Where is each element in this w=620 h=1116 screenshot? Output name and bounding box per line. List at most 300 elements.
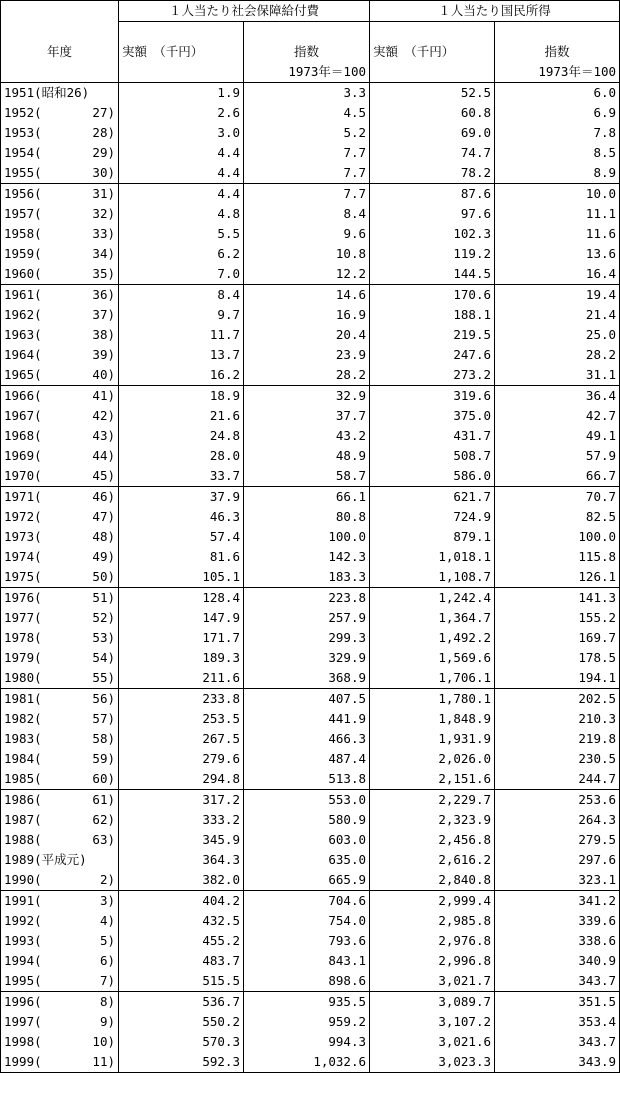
era-label: 56) (92, 691, 115, 706)
social-benefit-actual-cell: 550.2 (119, 1012, 244, 1032)
national-income-actual-cell: 879.1 (370, 527, 495, 547)
table-row (1, 668, 620, 689)
national-income-actual-cell: 1,569.6 (370, 648, 495, 668)
table-row (1, 547, 620, 567)
table-row (1, 709, 620, 729)
year-cell (1, 285, 119, 306)
social-benefit-index-cell: 28.2 (244, 365, 370, 386)
table-row (1, 345, 620, 365)
social-benefit-index-cell: 58.7 (244, 466, 370, 487)
era-label: 60) (92, 771, 115, 786)
social-benefit-index-cell: 3.3 (244, 83, 370, 104)
national-income-index-cell: 100.0 (495, 527, 620, 547)
social-benefit-actual-cell: 211.6 (119, 668, 244, 689)
national-income-actual-cell: 3,023.3 (370, 1052, 495, 1073)
social-benefit-index-cell: 935.5 (244, 992, 370, 1013)
year-label: 1987( (4, 812, 42, 827)
social-benefit-actual-cell: 267.5 (119, 729, 244, 749)
national-income-index-cell: 338.6 (495, 931, 620, 951)
social-benefit-actual-cell: 2.6 (119, 103, 244, 123)
social-benefit-actual-cell: 333.2 (119, 810, 244, 830)
national-income-actual-cell: 431.7 (370, 426, 495, 446)
social-benefit-actual-cell: 33.7 (119, 466, 244, 487)
year-label: 1972( (4, 509, 42, 524)
national-income-actual-cell: 1,848.9 (370, 709, 495, 729)
national-income-actual-cell: 119.2 (370, 244, 495, 264)
social-benefit-index-cell: 754.0 (244, 911, 370, 931)
national-income-index-cell: 16.4 (495, 264, 620, 285)
national-income-index-cell: 36.4 (495, 386, 620, 407)
year-cell (1, 224, 119, 244)
header-social-index: 指数 (244, 42, 370, 62)
social-benefit-actual-cell: 7.0 (119, 264, 244, 285)
era-label: 4) (99, 913, 115, 928)
year-label: 1973( (4, 529, 42, 544)
table-row (1, 325, 620, 345)
year-label: 1979( (4, 650, 42, 665)
year-cell (1, 103, 119, 123)
table-row (1, 648, 620, 668)
national-income-index-cell: 343.7 (495, 971, 620, 992)
year-label: 1965( (4, 367, 42, 382)
era-label: 46) (92, 489, 115, 504)
era-label: 2) (99, 872, 115, 887)
social-benefit-index-cell: 7.7 (244, 163, 370, 184)
social-benefit-index-cell: 66.1 (244, 487, 370, 508)
national-income-actual-cell: 2,456.8 (370, 830, 495, 850)
table-row (1, 1052, 620, 1073)
year-cell (1, 487, 119, 508)
era-label: 9) (99, 1014, 115, 1029)
year-cell (1, 749, 119, 769)
header-row-groups (1, 1, 620, 22)
header-spacer-cell (1, 22, 119, 43)
national-income-actual-cell: 3,107.2 (370, 1012, 495, 1032)
national-income-actual-cell: 1,364.7 (370, 608, 495, 628)
table-row (1, 891, 620, 912)
era-label: 29) (92, 145, 115, 160)
social-benefit-index-cell: 80.8 (244, 507, 370, 527)
year-label: 1990( (4, 872, 42, 887)
year-cell (1, 830, 119, 850)
header-spacer-cell (119, 62, 244, 83)
year-label: 1999( (4, 1054, 42, 1069)
social-benefit-index-cell: 994.3 (244, 1032, 370, 1052)
year-cell (1, 507, 119, 527)
national-income-index-cell: 210.3 (495, 709, 620, 729)
era-label: 55) (92, 670, 115, 685)
national-income-actual-cell: 1,492.2 (370, 628, 495, 648)
social-benefit-actual-cell: 5.5 (119, 224, 244, 244)
year-label: 1996( (4, 994, 42, 1009)
year-cell (1, 648, 119, 668)
era-label: 51) (92, 590, 115, 605)
era-label: 58) (92, 731, 115, 746)
social-benefit-actual-cell: 515.5 (119, 971, 244, 992)
year-label: 1959( (4, 246, 42, 261)
era-label: 42) (92, 408, 115, 423)
header-row-spacer (1, 22, 620, 43)
year-label: 1960( (4, 266, 42, 281)
national-income-actual-cell: 60.8 (370, 103, 495, 123)
era-label: 35) (92, 266, 115, 281)
year-cell (1, 870, 119, 891)
national-income-actual-cell: 2,840.8 (370, 870, 495, 891)
social-benefit-index-cell: 32.9 (244, 386, 370, 407)
table-row (1, 911, 620, 931)
header-income-index-base: 1973年＝100 (495, 62, 620, 83)
table-row (1, 769, 620, 790)
social-benefit-index-cell: 7.7 (244, 184, 370, 205)
social-benefit-actual-cell: 11.7 (119, 325, 244, 345)
year-label: 1981( (4, 691, 42, 706)
year-cell (1, 1032, 119, 1052)
national-income-actual-cell: 621.7 (370, 487, 495, 508)
national-income-actual-cell: 2,999.4 (370, 891, 495, 912)
era-label: 31) (92, 186, 115, 201)
year-cell (1, 850, 119, 870)
year-cell (1, 729, 119, 749)
era-label: 59) (92, 751, 115, 766)
year-cell (1, 83, 119, 104)
social-benefit-actual-cell: 404.2 (119, 891, 244, 912)
table-row (1, 810, 620, 830)
table-row (1, 143, 620, 163)
national-income-actual-cell: 3,021.6 (370, 1032, 495, 1052)
year-cell (1, 668, 119, 689)
year-cell (1, 527, 119, 547)
table-row (1, 507, 620, 527)
year-cell (1, 446, 119, 466)
header-spacer-cell (495, 22, 620, 43)
year-cell (1, 790, 119, 811)
era-label: 44) (92, 448, 115, 463)
table-row (1, 184, 620, 205)
social-benefit-index-cell: 843.1 (244, 951, 370, 971)
table-row (1, 83, 620, 104)
year-cell (1, 931, 119, 951)
year-label: 1969( (4, 448, 42, 463)
national-income-index-cell: 219.8 (495, 729, 620, 749)
year-cell (1, 951, 119, 971)
national-income-actual-cell: 219.5 (370, 325, 495, 345)
social-benefit-index-cell: 407.5 (244, 689, 370, 710)
year-cell (1, 689, 119, 710)
header-blank-cell (1, 1, 119, 22)
social-benefit-actual-cell: 294.8 (119, 769, 244, 790)
national-income-index-cell: 169.7 (495, 628, 620, 648)
national-income-actual-cell: 1,780.1 (370, 689, 495, 710)
social-benefit-index-cell: 793.6 (244, 931, 370, 951)
social-benefit-index-cell: 37.7 (244, 406, 370, 426)
table-row (1, 365, 620, 386)
header-income-index: 指数 (495, 42, 620, 62)
header-row-base (1, 62, 620, 83)
national-income-index-cell: 11.1 (495, 204, 620, 224)
table-row (1, 264, 620, 285)
national-income-index-cell: 202.5 (495, 689, 620, 710)
social-benefit-actual-cell: 455.2 (119, 931, 244, 951)
year-label: 1992( (4, 913, 42, 928)
year-cell (1, 891, 119, 912)
table-row (1, 971, 620, 992)
national-income-actual-cell: 78.2 (370, 163, 495, 184)
table-row (1, 830, 620, 850)
national-income-index-cell: 126.1 (495, 567, 620, 588)
national-income-index-cell: 353.4 (495, 1012, 620, 1032)
social-benefit-actual-cell: 1.9 (119, 83, 244, 104)
year-label: 1974( (4, 549, 42, 564)
year-cell (1, 305, 119, 325)
table-row (1, 406, 620, 426)
year-label: 1998( (4, 1034, 42, 1049)
social-benefit-actual-cell: 24.8 (119, 426, 244, 446)
year-cell (1, 588, 119, 609)
social-benefit-actual-cell: 483.7 (119, 951, 244, 971)
national-income-actual-cell: 2,996.8 (370, 951, 495, 971)
social-benefit-index-cell: 223.8 (244, 588, 370, 609)
header-spacer-cell (119, 22, 244, 43)
table-row (1, 285, 620, 306)
year-cell (1, 709, 119, 729)
header-social-index-base: 1973年＝100 (244, 62, 370, 83)
table-row (1, 850, 620, 870)
table-row (1, 103, 620, 123)
year-cell (1, 163, 119, 184)
table-row (1, 729, 620, 749)
table-row (1, 1012, 620, 1032)
social-benefit-index-cell: 441.9 (244, 709, 370, 729)
social-benefit-index-cell: 603.0 (244, 830, 370, 850)
social-benefit-actual-cell: 189.3 (119, 648, 244, 668)
national-income-index-cell: 141.3 (495, 588, 620, 609)
table-row (1, 224, 620, 244)
social-benefit-actual-cell: 6.2 (119, 244, 244, 264)
national-income-actual-cell: 1,018.1 (370, 547, 495, 567)
year-cell (1, 547, 119, 567)
social-benefit-index-cell: 1,032.6 (244, 1052, 370, 1073)
year-label: 1951(昭和26) (4, 85, 90, 100)
year-label: 1957( (4, 206, 42, 221)
social-benefit-index-cell: 959.2 (244, 1012, 370, 1032)
national-income-index-cell: 340.9 (495, 951, 620, 971)
table-row (1, 870, 620, 891)
era-label: 50) (92, 569, 115, 584)
national-income-actual-cell: 1,706.1 (370, 668, 495, 689)
era-label: 7) (99, 973, 115, 988)
national-income-actual-cell: 102.3 (370, 224, 495, 244)
year-label: 1970( (4, 468, 42, 483)
era-label: 49) (92, 549, 115, 564)
national-income-actual-cell: 586.0 (370, 466, 495, 487)
era-label: 40) (92, 367, 115, 382)
social-benefit-actual-cell: 4.8 (119, 204, 244, 224)
national-income-index-cell: 13.6 (495, 244, 620, 264)
national-income-index-cell: 66.7 (495, 466, 620, 487)
social-benefit-index-cell: 299.3 (244, 628, 370, 648)
year-label: 1986( (4, 792, 42, 807)
social-benefit-actual-cell: 253.5 (119, 709, 244, 729)
national-income-actual-cell: 375.0 (370, 406, 495, 426)
table-row (1, 466, 620, 487)
header-national-income: １人当たり国民所得 (370, 1, 620, 22)
year-label: 1968( (4, 428, 42, 443)
year-cell (1, 244, 119, 264)
year-cell (1, 769, 119, 790)
national-income-actual-cell: 2,026.0 (370, 749, 495, 769)
national-income-actual-cell: 508.7 (370, 446, 495, 466)
year-label: 1995( (4, 973, 42, 988)
social-benefit-index-cell: 4.5 (244, 103, 370, 123)
social-benefit-actual-cell: 345.9 (119, 830, 244, 850)
national-income-actual-cell: 2,323.9 (370, 810, 495, 830)
table-row (1, 426, 620, 446)
year-label: 1955( (4, 165, 42, 180)
social-benefit-actual-cell: 46.3 (119, 507, 244, 527)
social-benefit-actual-cell: 536.7 (119, 992, 244, 1013)
national-income-index-cell: 25.0 (495, 325, 620, 345)
social-benefit-actual-cell: 8.4 (119, 285, 244, 306)
year-label: 1963( (4, 327, 42, 342)
national-income-actual-cell: 188.1 (370, 305, 495, 325)
social-benefit-actual-cell: 81.6 (119, 547, 244, 567)
social-benefit-actual-cell: 16.2 (119, 365, 244, 386)
era-label: 5) (99, 933, 115, 948)
year-label: 1988( (4, 832, 42, 847)
era-label: 38) (92, 327, 115, 342)
social-benefit-actual-cell: 18.9 (119, 386, 244, 407)
national-income-index-cell: 28.2 (495, 345, 620, 365)
national-income-actual-cell: 724.9 (370, 507, 495, 527)
year-cell (1, 184, 119, 205)
social-benefit-actual-cell: 4.4 (119, 184, 244, 205)
header-spacer-cell (370, 62, 495, 83)
national-income-actual-cell: 1,108.7 (370, 567, 495, 588)
social-benefit-index-cell: 48.9 (244, 446, 370, 466)
header-social-security-benefits: １人当たり社会保障給付費 (119, 1, 370, 22)
year-label: 1994( (4, 953, 42, 968)
national-income-actual-cell: 52.5 (370, 83, 495, 104)
social-benefit-actual-cell: 105.1 (119, 567, 244, 588)
table-row (1, 608, 620, 628)
social-benefit-index-cell: 20.4 (244, 325, 370, 345)
national-income-actual-cell: 87.6 (370, 184, 495, 205)
era-label: 41) (92, 388, 115, 403)
era-label: 47) (92, 509, 115, 524)
national-income-actual-cell: 1,242.4 (370, 588, 495, 609)
era-label: 36) (92, 287, 115, 302)
national-income-index-cell: 82.5 (495, 507, 620, 527)
year-label: 1964( (4, 347, 42, 362)
year-label: 1961( (4, 287, 42, 302)
national-income-index-cell: 230.5 (495, 749, 620, 769)
national-income-actual-cell: 2,151.6 (370, 769, 495, 790)
national-income-index-cell: 244.7 (495, 769, 620, 790)
national-income-index-cell: 323.1 (495, 870, 620, 891)
era-label: 34) (92, 246, 115, 261)
table-row (1, 487, 620, 508)
social-benefit-actual-cell: 592.3 (119, 1052, 244, 1073)
national-income-index-cell: 6.0 (495, 83, 620, 104)
era-label: 48) (92, 529, 115, 544)
year-label: 1958( (4, 226, 42, 241)
era-label: 32) (92, 206, 115, 221)
table-row (1, 588, 620, 609)
national-income-index-cell: 42.7 (495, 406, 620, 426)
year-label: 1993( (4, 933, 42, 948)
social-benefit-index-cell: 487.4 (244, 749, 370, 769)
table-row (1, 527, 620, 547)
era-label: 62) (92, 812, 115, 827)
national-income-actual-cell: 1,931.9 (370, 729, 495, 749)
national-income-index-cell: 70.7 (495, 487, 620, 508)
table-row (1, 1032, 620, 1052)
social-benefit-actual-cell: 13.7 (119, 345, 244, 365)
national-income-index-cell: 115.8 (495, 547, 620, 567)
year-cell (1, 608, 119, 628)
year-label: 1983( (4, 731, 42, 746)
social-benefit-index-cell: 16.9 (244, 305, 370, 325)
social-benefit-actual-cell: 4.4 (119, 163, 244, 184)
year-label: 1956( (4, 186, 42, 201)
social-benefit-actual-cell: 233.8 (119, 689, 244, 710)
national-income-index-cell: 21.4 (495, 305, 620, 325)
year-cell (1, 264, 119, 285)
national-income-index-cell: 7.8 (495, 123, 620, 143)
year-label: 1985( (4, 771, 42, 786)
social-benefit-actual-cell: 171.7 (119, 628, 244, 648)
year-label: 1989(平成元) (4, 852, 87, 867)
social-benefit-index-cell: 5.2 (244, 123, 370, 143)
social-benefit-index-cell: 10.8 (244, 244, 370, 264)
national-income-actual-cell: 69.0 (370, 123, 495, 143)
national-income-index-cell: 264.3 (495, 810, 620, 830)
social-benefit-actual-cell: 128.4 (119, 588, 244, 609)
national-income-index-cell: 343.9 (495, 1052, 620, 1073)
year-cell (1, 971, 119, 992)
year-label: 1978( (4, 630, 42, 645)
era-label: 27) (92, 105, 115, 120)
year-cell (1, 1052, 119, 1073)
era-label: 43) (92, 428, 115, 443)
header-spacer-cell (370, 22, 495, 43)
year-label: 1991( (4, 893, 42, 908)
table-row (1, 628, 620, 648)
social-benefit-index-cell: 513.8 (244, 769, 370, 790)
year-cell (1, 1012, 119, 1032)
table-row (1, 305, 620, 325)
year-cell (1, 406, 119, 426)
national-income-index-cell: 10.0 (495, 184, 620, 205)
social-benefit-actual-cell: 147.9 (119, 608, 244, 628)
era-label: 57) (92, 711, 115, 726)
national-income-actual-cell: 319.6 (370, 386, 495, 407)
social-benefit-index-cell: 100.0 (244, 527, 370, 547)
year-cell (1, 426, 119, 446)
year-cell (1, 992, 119, 1013)
table-row (1, 567, 620, 588)
national-income-index-cell: 253.6 (495, 790, 620, 811)
social-benefit-index-cell: 8.4 (244, 204, 370, 224)
table-row (1, 931, 620, 951)
social-benefit-actual-cell: 317.2 (119, 790, 244, 811)
era-label: 3) (99, 893, 115, 908)
era-label: 11) (92, 1054, 115, 1069)
national-income-index-cell: 339.6 (495, 911, 620, 931)
national-income-index-cell: 297.6 (495, 850, 620, 870)
national-income-index-cell: 194.1 (495, 668, 620, 689)
era-label: 54) (92, 650, 115, 665)
